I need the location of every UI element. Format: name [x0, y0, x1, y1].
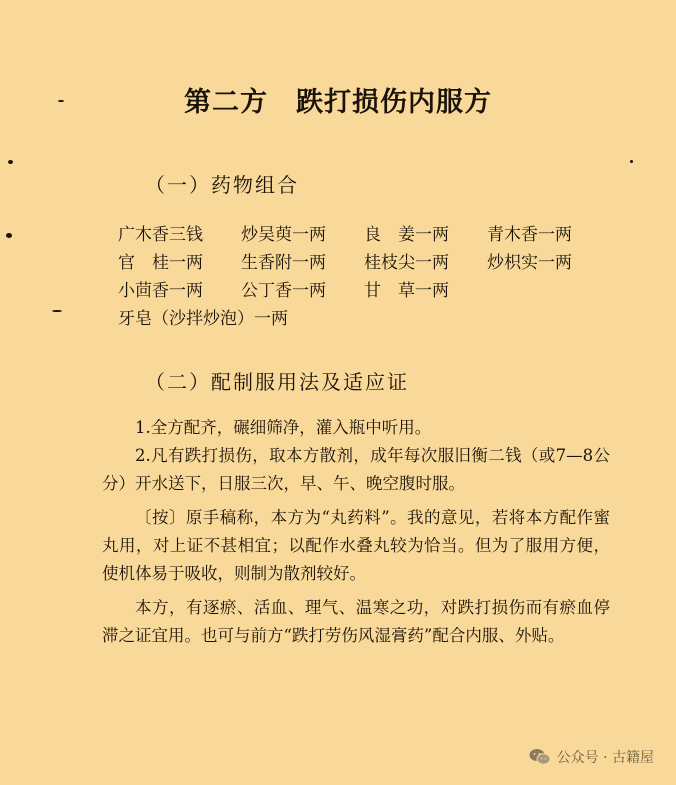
ingredient-row [118, 218, 610, 246]
ingredient-item: 广木香三钱 [118, 224, 203, 245]
ingredient-item: 良 姜一两 [364, 224, 449, 245]
ingredient-item: 炒枳实一两 [487, 252, 572, 273]
ingredient-item: 小茴香一两 [118, 280, 203, 301]
paragraph: 〔按〕原手稿称，本方为“丸药料”。我的意见，若将本方配作蜜丸用，对上证不甚相宜；以配作水叠丸较为恰当。但为了服用方便，使机体易于吸收，则制为散剂较好。 [102, 508, 610, 583]
wechat-icon [529, 748, 551, 766]
paragraph: 本方，有逐瘀、活血、理气、温寒之功，对跌打损伤而有瘀血停滞之证宜用。也可与前方“跌打劳伤风湿膏药”配合内服、外贴。 [102, 598, 610, 645]
watermark-label: 公众号 · 古籍屋 [556, 750, 654, 766]
paragraph: 1.全方配齐，碾细筛净，灌入瓶中听用。 [135, 418, 432, 437]
ingredient-row [118, 246, 610, 274]
scan-speck [58, 100, 64, 102]
scan-speck [8, 160, 13, 164]
ingredient-item: 牙皂（沙拌炒泡）一两 [118, 308, 288, 329]
ingredient-list [118, 218, 610, 330]
ingredient-row [118, 302, 610, 330]
ingredient-item: 生香附一两 [241, 252, 326, 273]
section-heading-composition: （一）药物组合 [145, 173, 299, 197]
ingredient-item: 青木香一两 [487, 224, 572, 245]
section-heading-preparation: （二）配制服用法及适应证 [145, 370, 409, 394]
scan-speck [6, 233, 12, 238]
ingredient-item: 甘 草一两 [364, 280, 449, 301]
scan-speck [52, 310, 62, 312]
ingredient-row [118, 274, 610, 302]
page-title: 第二方 跌打损伤内服方 [184, 87, 492, 118]
ingredient-item: 官 桂一两 [118, 252, 203, 273]
scan-speck [630, 160, 633, 163]
paragraph: 2.凡有跌打损伤，取本方散剂，成年每次服旧衡二钱（或7—8公分）开水送下，日服三次，早、午、晚空腹时服。 [102, 446, 610, 493]
preparation-text [102, 414, 610, 650]
watermark [529, 747, 654, 767]
ingredient-item: 桂枝尖一两 [364, 252, 449, 273]
ingredient-item: 炒吴萸一两 [241, 224, 326, 245]
ingredient-item: 公丁香一两 [241, 280, 326, 301]
